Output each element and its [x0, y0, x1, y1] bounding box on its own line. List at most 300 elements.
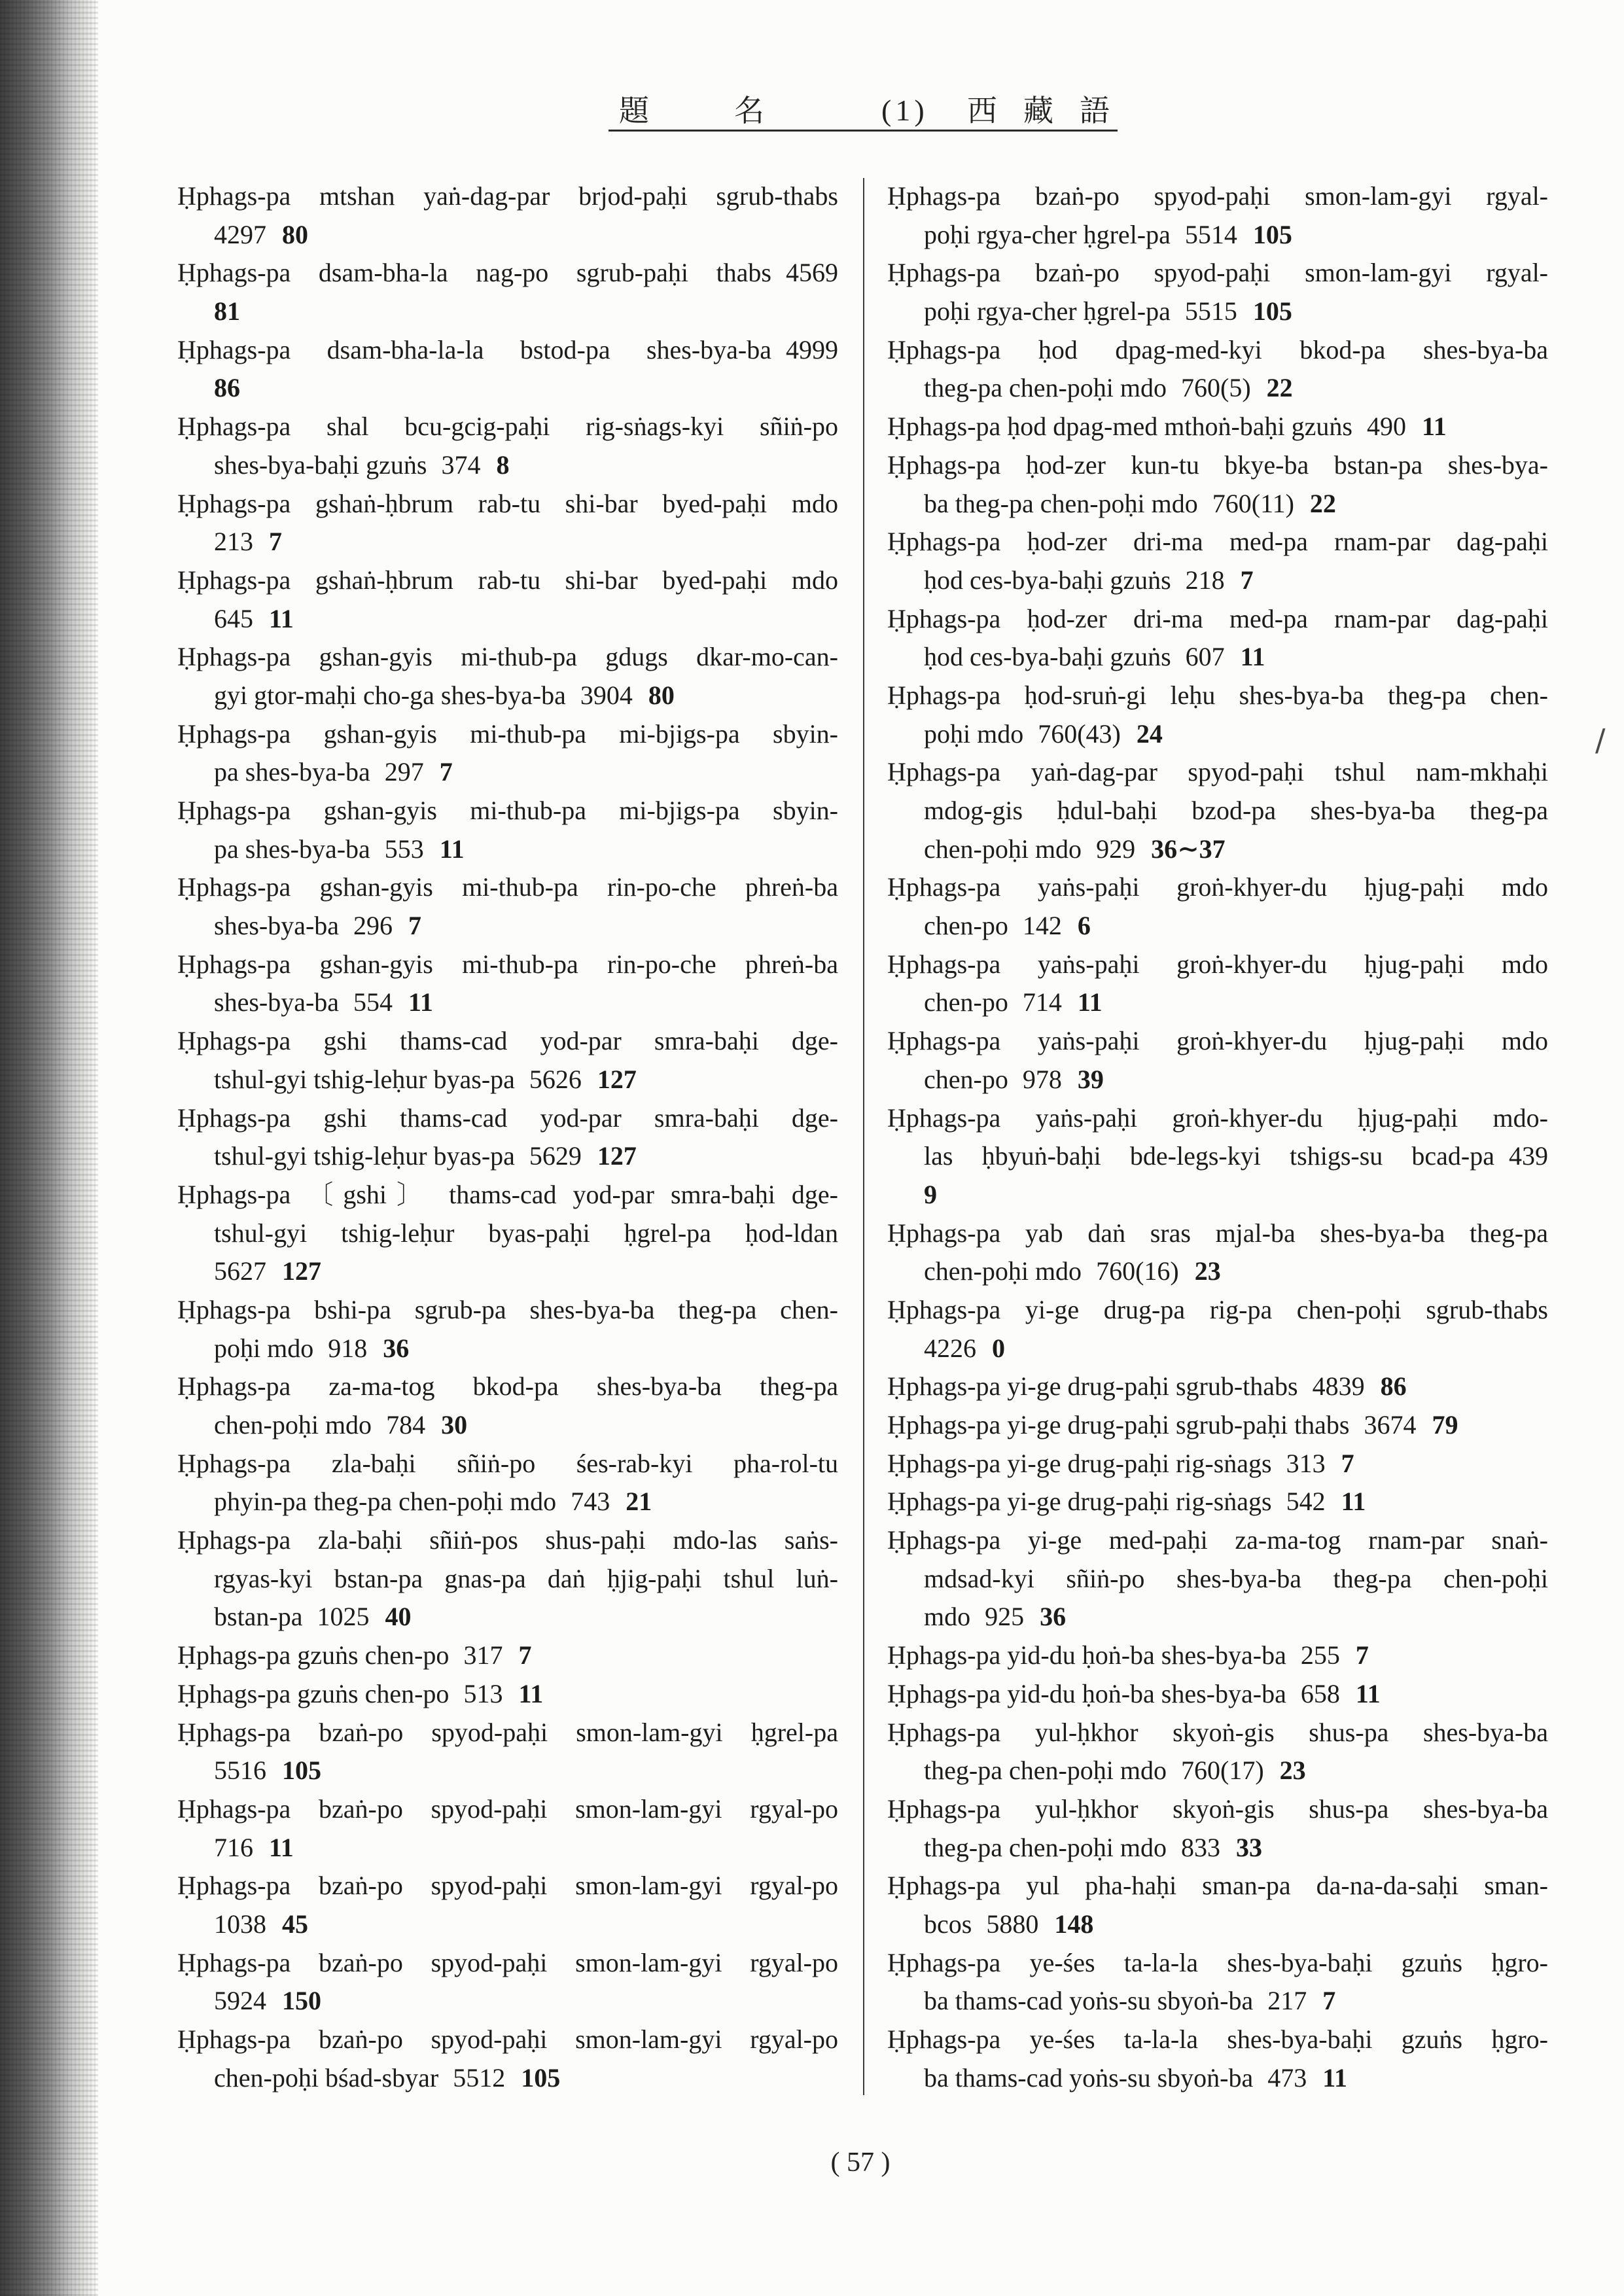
- page-reference: 22: [1309, 488, 1336, 518]
- index-entry: [887, 1790, 1548, 1867]
- entry-line: [887, 600, 1548, 639]
- index-entry: [177, 1445, 838, 1521]
- index-entry: [887, 408, 1548, 446]
- entry-title-text: Ḥphags-pa dsam-bha-la nag-po sgrub-paḥi thabs: [177, 258, 771, 288]
- catalog-number: 217: [1267, 1986, 1307, 2016]
- entry-line: [177, 1445, 838, 1483]
- catalog-number: 255: [1300, 1640, 1340, 1670]
- entry-title-text: ḥod ces-bya-baḥi gzuṅs: [924, 642, 1171, 672]
- entry-line: [887, 753, 1548, 792]
- index-column-right: [887, 177, 1548, 2097]
- index-entry: [887, 753, 1548, 868]
- entry-line: [177, 561, 838, 600]
- catalog-number: 317: [463, 1640, 503, 1670]
- entry-line: [887, 1483, 1548, 1521]
- catalog-number: 5512: [453, 2062, 506, 2093]
- entry-title-text: Ḥphags-pa ḥod-zer dri-ma med-pa rnam-par dag-paḥi: [887, 603, 1548, 633]
- catalog-number: 5516: [214, 1756, 266, 1786]
- entry-line: [177, 2021, 838, 2059]
- entry-title-text: Ḥphags-pa yid-du ḥoṅ-ba shes-bya-ba: [887, 1678, 1286, 1708]
- column-divider: [863, 178, 864, 2095]
- entry-title-text: Ḥphags-pa gshi thams-cad yod-par smra-baḥi dge-: [177, 1103, 838, 1133]
- entry-title-text: tshul-gyi tshig-leḥur byas-pa: [214, 1141, 515, 1171]
- entry-line: [887, 1061, 1548, 1099]
- index-entry: [177, 1291, 838, 1368]
- entry-title-text: Ḥphags-pa yid-du ḥoṅ-ba shes-bya-ba: [887, 1640, 1286, 1670]
- index-entry: [887, 1368, 1548, 1406]
- catalog-number: 760(17): [1181, 1756, 1264, 1786]
- entry-title-text: chen-po: [924, 987, 1008, 1017]
- page-reference: 105: [1252, 296, 1292, 327]
- entry-line: [887, 1829, 1548, 1867]
- running-head-title: 題名: [619, 93, 849, 128]
- page-number: ( 57 ): [830, 2147, 891, 2178]
- index-entry: [177, 868, 838, 945]
- page-reference: 6: [1077, 911, 1091, 941]
- catalog-number: 607: [1185, 642, 1225, 672]
- entry-line: [177, 792, 838, 830]
- entry-line: [177, 1176, 838, 1214]
- running-head-language: 西藏語: [967, 93, 1136, 128]
- page-reference: 11: [269, 603, 294, 633]
- page-reference: 36: [383, 1333, 410, 1363]
- index-entry: [887, 1406, 1548, 1445]
- entry-line: [177, 1022, 838, 1061]
- catalog-number: 439: [1509, 1141, 1548, 1171]
- entry-line: [177, 216, 838, 255]
- margin-pencil-mark: /: [1595, 722, 1606, 758]
- entry-line: [887, 446, 1548, 485]
- page-reference: 11: [1341, 1487, 1366, 1517]
- page-reference: 7: [1355, 1640, 1369, 1670]
- catalog-number: 513: [463, 1678, 503, 1708]
- page-reference: 0: [992, 1333, 1005, 1363]
- page-reference: 24: [1136, 718, 1163, 749]
- catalog-number: 5515: [1184, 296, 1237, 327]
- index-entry: [177, 1521, 838, 1636]
- entry-title-text: Ḥphags-pa yi-ge drug-paḥi sgrub-paḥi thabs: [887, 1410, 1350, 1439]
- index-entry: [887, 1636, 1548, 1675]
- entry-title-text: poḥi mdo: [924, 718, 1024, 749]
- entry-title-text: Ḥphags-pa zla-baḥi sñiṅ-po śes-rab-kyi pha-rol-tu: [177, 1448, 838, 1478]
- entry-line: [177, 446, 838, 485]
- catalog-number: 5880: [986, 1909, 1039, 1939]
- entry-line: [887, 1560, 1548, 1598]
- index-column-left: [177, 177, 838, 2097]
- entry-line: [177, 1752, 838, 1790]
- index-entry: [177, 638, 838, 715]
- entry-title-text: Ḥphags-pa gshaṅ-ḥbrum rab-tu shi-bar byed-paḥi mdo: [177, 565, 838, 595]
- scan-binding-shadow: [0, 0, 98, 2296]
- catalog-number: 5514: [1184, 219, 1237, 249]
- entry-title-text: Ḥphags-pa bzaṅ-po spyod-paḥi smon-lam-gyi rgyal-: [887, 258, 1548, 288]
- catalog-number: 925: [985, 1602, 1025, 1632]
- index-entry: [887, 1214, 1548, 1291]
- entry-line: [177, 907, 838, 945]
- entry-line: [177, 1982, 838, 2021]
- entry-line: [887, 1252, 1548, 1291]
- catalog-number: 760(16): [1096, 1256, 1179, 1286]
- entry-line: [887, 1598, 1548, 1636]
- page-reference: 11: [1355, 1678, 1381, 1708]
- entry-title-text: Ḥphags-pa ye-śes ta-la-la shes-bya-baḥi gzuṅs ḥgro-: [887, 1947, 1548, 1977]
- page-reference: 105: [521, 2062, 561, 2093]
- entry-title-text: tshul-gyi tshig-leḥur byas-pa: [214, 1064, 515, 1094]
- index-entry: [887, 254, 1548, 330]
- index-entry: [177, 254, 838, 330]
- entry-line: [177, 254, 838, 292]
- entry-line: [177, 1598, 838, 1636]
- entry-line: [177, 1214, 838, 1253]
- page-reference: 105: [282, 1756, 321, 1786]
- entry-title-text: Ḥphags-pa yab daṅ sras mjal-ba shes-bya-ba theg-pa: [887, 1218, 1548, 1248]
- entry-line: [177, 1790, 838, 1829]
- entry-title-text: Ḥphags-pa yaṅs-paḥi groṅ-khyer-du ḥjug-paḥi mdo: [887, 949, 1548, 979]
- entry-line: [887, 983, 1548, 1022]
- entry-title-text: tshul-gyi tshig-leḥur byas-paḥi ḥgrel-pa ḥod-ldan: [214, 1218, 838, 1248]
- index-entry: [887, 1099, 1548, 1214]
- index-entry: [887, 945, 1548, 1022]
- index-entry: [887, 523, 1548, 599]
- page-reference: 86: [1380, 1371, 1407, 1402]
- entry-line: [887, 830, 1548, 869]
- page-reference: 7: [1240, 565, 1254, 595]
- entry-title-text: phyin-pa theg-pa chen-poḥi mdo: [214, 1487, 557, 1517]
- catalog-number: 760(11): [1212, 488, 1294, 518]
- catalog-number: 658: [1300, 1678, 1340, 1708]
- entry-line: [887, 561, 1548, 600]
- entry-title-text: Ḥphags-pa yi-ge drug-pa rig-pa chen-poḥi sgrub-thabs: [887, 1294, 1548, 1324]
- index-entry: [887, 1483, 1548, 1521]
- index-entry: [887, 677, 1548, 753]
- entry-line: [887, 1022, 1548, 1061]
- entry-title-text: Ḥphags-pa gzuṅs chen-po: [177, 1640, 450, 1670]
- catalog-number: 490: [1366, 412, 1406, 442]
- index-entry: [177, 792, 838, 868]
- entry-title-text: chen-poḥi mdo: [214, 1410, 372, 1439]
- entry-line: [887, 2059, 1548, 2098]
- catalog-number: 5627: [214, 1256, 266, 1286]
- page-reference: 11: [1421, 412, 1447, 442]
- entry-line: [887, 1944, 1548, 1983]
- entry-line: [177, 1330, 838, 1368]
- page-reference: 7: [269, 527, 282, 557]
- entry-title-text: Ḥphags-pa yaṅs-paḥi groṅ-khyer-du ḥjug-paḥi mdo: [887, 1026, 1548, 1056]
- entry-title-text: Ḥphags-pa gshi thams-cad yod-par smra-baḥi dge-: [177, 1026, 838, 1056]
- catalog-number: 760(43): [1038, 718, 1121, 749]
- index-entry: [177, 1099, 838, 1176]
- entry-line: [887, 2021, 1548, 2059]
- entry-title-text: bstan-pa: [214, 1602, 303, 1632]
- catalog-number: 833: [1181, 1832, 1220, 1862]
- index-entry: [887, 331, 1548, 408]
- entry-title-text: ba thams-cad yoṅs-su sbyoṅ-ba: [924, 2062, 1254, 2093]
- index-entry: [177, 1368, 838, 1444]
- page-reference: 11: [1322, 2062, 1348, 2093]
- entry-title-text: Ḥphags-pa yi-ge drug-paḥi sgrub-thabs: [887, 1371, 1298, 1402]
- entry-title-text: poḥi rgya-cher ḥgrel-pa: [924, 296, 1171, 327]
- index-entry: [887, 868, 1548, 945]
- index-entry: [177, 715, 838, 792]
- page-reference: 86: [214, 373, 240, 403]
- entry-title-text: Ḥphags-pa dsam-bha-la-la bstod-pa shes-bya-ba: [177, 334, 771, 364]
- catalog-number: 3904: [580, 680, 633, 710]
- entry-line: [887, 292, 1548, 331]
- entry-title-text: chen-po: [924, 1064, 1008, 1094]
- entry-line: [887, 1521, 1548, 1560]
- page-reference: 11: [269, 1832, 294, 1862]
- catalog-number: 1038: [214, 1909, 266, 1939]
- entry-line: [177, 945, 838, 984]
- page-reference: 39: [1077, 1064, 1104, 1094]
- entry-title-text: Ḥphags-pa yi-ge drug-paḥi rig-sṅags: [887, 1487, 1272, 1517]
- catalog-number: 4999: [786, 334, 838, 364]
- entry-title-text: pa shes-bya-ba: [214, 757, 370, 787]
- catalog-number: 978: [1022, 1064, 1062, 1094]
- page-reference: 127: [282, 1256, 321, 1286]
- catalog-number: 218: [1185, 565, 1225, 595]
- page-reference: 81: [214, 296, 240, 327]
- entry-line: [177, 369, 838, 408]
- entry-line: [177, 408, 838, 446]
- entry-title-text: theg-pa chen-poḥi mdo: [924, 1756, 1167, 1786]
- entry-title-text: Ḥphags-pa yul-ḥkhor skyoṅ-gis shus-pa shes-bya-ba: [887, 1717, 1548, 1747]
- catalog-number: 743: [571, 1487, 610, 1517]
- index-entry: [177, 331, 838, 408]
- index-entry: [887, 1291, 1548, 1368]
- entry-title-text: Ḥphags-pa gzuṅs chen-po: [177, 1678, 450, 1708]
- running-head-section-number: (1): [881, 94, 928, 127]
- catalog-number: 554: [353, 987, 393, 1017]
- catalog-number: 4839: [1312, 1371, 1365, 1402]
- catalog-number: 760(5): [1181, 373, 1251, 403]
- catalog-number: 374: [441, 450, 481, 480]
- entry-line: [177, 292, 838, 331]
- index-entry: [887, 1714, 1548, 1790]
- entry-title-text: las ḥbyuṅ-baḥi bde-legs-kyi tshigs-su bcad-pa: [924, 1141, 1494, 1171]
- entry-title-text: Ḥphags-pa 〔gshi〕 thams-cad yod-par smra-baḥi dge-: [177, 1179, 838, 1209]
- entry-line: [887, 1636, 1548, 1675]
- entry-title-text: Ḥphags-pa yi-ge drug-paḥi rig-sṅags: [887, 1448, 1272, 1478]
- entry-line: [887, 677, 1548, 715]
- entry-line: [887, 1982, 1548, 2021]
- page-reference: 45: [282, 1909, 308, 1939]
- entry-line: [887, 523, 1548, 561]
- entry-line: [177, 523, 838, 561]
- index-entry: [177, 485, 838, 561]
- index-entry: [887, 2021, 1548, 2097]
- entry-line: [177, 753, 838, 792]
- catalog-number: 3674: [1364, 1410, 1417, 1439]
- catalog-number: 716: [214, 1832, 253, 1862]
- index-entry: [177, 1176, 838, 1291]
- index-entry: [887, 1944, 1548, 2021]
- entry-title-text: Ḥphags-pa yul pha-haḥi sman-pa da-na-da-saḥi sman-: [887, 1871, 1548, 1901]
- entry-title-text: bcos: [924, 1909, 972, 1939]
- entry-line: [177, 1560, 838, 1598]
- entry-line: [177, 2059, 838, 2098]
- entry-line: [887, 1714, 1548, 1752]
- entry-line: [887, 1330, 1548, 1368]
- entry-line: [887, 1752, 1548, 1790]
- entry-line: [887, 1176, 1548, 1214]
- index-entry: [887, 600, 1548, 677]
- catalog-number: 5924: [214, 1986, 266, 2016]
- catalog-number: 714: [1022, 987, 1062, 1017]
- entry-line: [177, 1944, 838, 1983]
- index-entry: [177, 945, 838, 1022]
- entry-line: [177, 1368, 838, 1406]
- entry-line: [177, 177, 838, 216]
- page-reference: 11: [1077, 987, 1103, 1017]
- index-entry: [177, 408, 838, 484]
- entry-title-text: mdog-gis ḥdul-baḥi bzod-pa shes-bya-ba theg-pa: [924, 796, 1548, 825]
- entry-title-text: mdsad-kyi sñiṅ-po shes-bya-ba theg-pa chen-poḥi: [924, 1563, 1548, 1593]
- entry-line: [177, 1675, 838, 1714]
- entry-line: [177, 1252, 838, 1291]
- page-reference: 11: [408, 987, 433, 1017]
- catalog-number: 784: [386, 1410, 426, 1439]
- index-entry: [887, 446, 1548, 523]
- page-reference: 105: [1252, 219, 1292, 249]
- entry-title-text: Ḥphags-pa gshan-gyis mi-thub-pa mi-bjigs-pa sbyin-: [177, 718, 838, 749]
- entry-line: [887, 254, 1548, 292]
- entry-line: [177, 1061, 838, 1099]
- entry-line: [887, 792, 1548, 830]
- entry-line: [177, 983, 838, 1022]
- entry-line: [177, 331, 838, 370]
- index-entry: [177, 1022, 838, 1099]
- entry-line: [177, 868, 838, 907]
- catalog-number: 5626: [529, 1064, 582, 1094]
- index-entry: [177, 561, 838, 638]
- index-entry: [177, 2021, 838, 2097]
- entry-title-text: ba thams-cad yoṅs-su sbyoṅ-ba: [924, 1986, 1254, 2016]
- entry-line: [887, 1368, 1548, 1406]
- entry-title-text: chen-poḥi mdo: [924, 834, 1082, 864]
- entry-title-text: Ḥphags-pa ḥod dpag-med mthoṅ-baḥi gzuṅs: [887, 412, 1352, 442]
- entry-title-text: Ḥphags-pa bzaṅ-po spyod-paḥi smon-lam-gyi rgyal-po: [177, 1871, 838, 1901]
- catalog-number: 4226: [924, 1333, 976, 1363]
- page-reference: 7: [1341, 1448, 1354, 1478]
- entry-title-text: Ḥphags-pa mtshan yaṅ-dag-par brjod-paḥi sgrub-thabs: [177, 181, 838, 211]
- entry-line: [177, 1137, 838, 1176]
- page-reference: 40: [385, 1602, 412, 1632]
- page-reference: 9: [924, 1179, 937, 1209]
- entry-title-text: Ḥphags-pa bzaṅ-po spyod-paḥi smon-lam-gyi rgyal-: [887, 181, 1548, 211]
- page-reference: 11: [1240, 642, 1265, 672]
- entry-line: [177, 1829, 838, 1867]
- entry-title-text: Ḥphags-pa bzaṅ-po spyod-paḥi smon-lam-gyi rgyal-po: [177, 2024, 838, 2054]
- catalog-number: 473: [1267, 2062, 1307, 2093]
- entry-line: [177, 1291, 838, 1330]
- entry-line: [887, 945, 1548, 984]
- entry-title-text: poḥi rgya-cher ḥgrel-pa: [924, 219, 1171, 249]
- page-reference: 7: [439, 757, 453, 787]
- entry-line: [887, 1214, 1548, 1253]
- page-reference: 80: [282, 219, 308, 249]
- catalog-number: 313: [1286, 1448, 1326, 1478]
- entry-title-text: Ḥphags-pa zla-baḥi sñiṅ-pos shus-paḥi mdo-las saṅs-: [177, 1525, 838, 1555]
- catalog-number: 553: [384, 834, 424, 864]
- entry-line: [887, 177, 1548, 216]
- entry-title-text: shes-bya-ba: [214, 911, 340, 941]
- entry-title-text: poḥi mdo: [214, 1333, 314, 1363]
- entry-title-text: Ḥphags-pa yaṅs-paḥi groṅ-khyer-du ḥjug-paḥi mdo-: [887, 1103, 1548, 1133]
- index-entry: [177, 1944, 838, 2021]
- entry-line: [177, 830, 838, 869]
- entry-title-text: chen-po: [924, 911, 1008, 941]
- entry-line: [177, 677, 838, 715]
- entry-line: [887, 1406, 1548, 1445]
- entry-title-text: Ḥphags-pa gshan-gyis mi-thub-pa mi-bjigs-pa sbyin-: [177, 796, 838, 825]
- entry-line: [887, 1675, 1548, 1714]
- entry-title-text: Ḥphags-pa gshan-gyis mi-thub-pa rin-po-che phreṅ-ba: [177, 949, 838, 979]
- catalog-number: 5629: [529, 1141, 582, 1171]
- entry-title-text: Ḥphags-pa yaṅs-paḥi groṅ-khyer-du ḥjug-paḥi mdo: [887, 872, 1548, 902]
- entry-line: [887, 485, 1548, 523]
- entry-line: [177, 600, 838, 639]
- entry-line: [177, 1483, 838, 1521]
- entry-title-text: shes-bya-baḥi gzuṅs: [214, 450, 427, 480]
- entry-line: [177, 1905, 838, 1944]
- page-reference: 8: [496, 450, 510, 480]
- entry-line: [177, 1406, 838, 1445]
- index-entry: [177, 1790, 838, 1867]
- page-reference: 11: [439, 834, 465, 864]
- entry-title-text: Ḥphags-pa yul-ḥkhor skyoṅ-gis shus-pa shes-bya-ba: [887, 1793, 1548, 1824]
- entry-title-text: ḥod ces-bya-baḥi gzuṅs: [924, 565, 1171, 595]
- page-reference: 148: [1054, 1909, 1094, 1939]
- index-entry: [887, 1445, 1548, 1483]
- entry-line: [887, 1867, 1548, 1905]
- catalog-number: 4297: [214, 219, 266, 249]
- entry-title-text: Ḥphags-pa ḥod-zer kun-tu bkye-ba bstan-pa shes-bya-: [887, 450, 1548, 480]
- entry-title-text: Ḥphags-pa ḥod-sruṅ-gi leḥu shes-bya-ba theg-pa chen-: [887, 680, 1548, 710]
- page-reference: 80: [648, 680, 675, 710]
- entry-line: [887, 1790, 1548, 1829]
- index-entry: [177, 1867, 838, 1943]
- index-entry: [887, 1867, 1548, 1943]
- index-entry: [887, 1521, 1548, 1636]
- entry-title-text: Ḥphags-pa yaṅ-dag-par spyod-paḥi tshul nam-mkhaḥi: [887, 757, 1548, 787]
- catalog-number: 929: [1096, 834, 1136, 864]
- index-entry: [177, 177, 838, 254]
- page-reference: 127: [597, 1064, 637, 1094]
- entry-title-text: ba theg-pa chen-poḥi mdo: [924, 488, 1198, 518]
- entry-title-text: chen-poḥi mdo: [924, 1256, 1082, 1286]
- index-entry: [177, 1675, 838, 1714]
- index-entry: [887, 177, 1548, 254]
- entry-line: [887, 638, 1548, 677]
- entry-title-text: theg-pa chen-poḥi mdo: [924, 373, 1167, 403]
- entry-title-text: Ḥphags-pa bshi-pa sgrub-pa shes-bya-ba theg-pa chen-: [177, 1294, 838, 1324]
- entry-title-text: shes-bya-ba: [214, 987, 340, 1017]
- catalog-number: 1025: [317, 1602, 370, 1632]
- entry-title-text: mdo: [924, 1602, 971, 1632]
- entry-line: [177, 638, 838, 677]
- entry-line: [887, 868, 1548, 907]
- entry-title-text: Ḥphags-pa gshaṅ-ḥbrum rab-tu shi-bar byed-paḥi mdo: [177, 488, 838, 518]
- page-reference: 79: [1432, 1410, 1458, 1439]
- entry-line: [177, 1714, 838, 1752]
- entry-line: [887, 1905, 1548, 1944]
- page-reference: 36: [1040, 1602, 1067, 1632]
- catalog-number: 918: [328, 1333, 368, 1363]
- entry-title-text: theg-pa chen-poḥi mdo: [924, 1832, 1167, 1862]
- entry-line: [887, 1445, 1548, 1483]
- page-reference: 150: [282, 1986, 321, 2016]
